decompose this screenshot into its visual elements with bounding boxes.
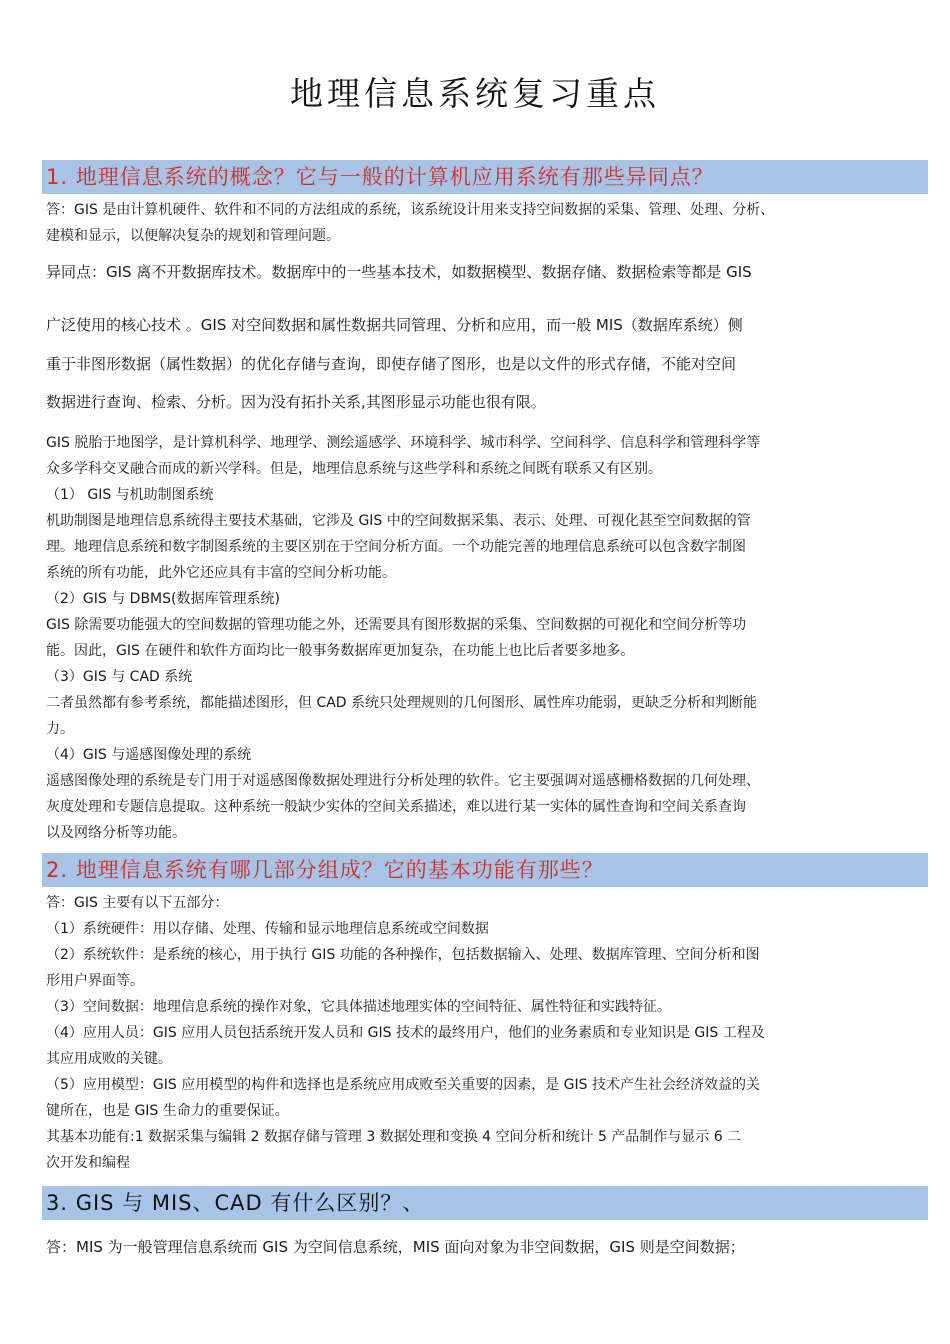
paragraph-line: 数据进行查询、检索、分析。因为没有拓扑关系,其图形显示功能也很有限。 <box>46 393 546 411</box>
paragraph-line: 建模和显示，以便解决复杂的规划和管理问题。 <box>46 228 340 244</box>
paragraph-line: 答：MIS 为一般管理信息系统而 GIS 为空间信息系统，MIS 面向对象为非空间数据，GIS 则是空间数据； <box>46 1238 745 1256</box>
paragraph-line: （4）应用人员：GIS 应用人员包括系统开发人员和 GIS 技术的最终用户，他们的业务素质和专业知识是 GIS 工程及 <box>46 1025 765 1041</box>
section-2-heading: 2. 地理信息系统有哪几部分组成？它的基本功能有那些？ <box>46 858 604 882</box>
paragraph-line: （4）GIS 与遥感图像处理的系统 <box>46 747 252 763</box>
paragraph-line: 键所在，也是 GIS 生命力的重要保证。 <box>46 1103 289 1119</box>
paragraph-line: 答：GIS 是由计算机硬件、软件和不同的方法组成的系统，该系统设计用来支持空间数据的采集、管理、处理、分析、 <box>46 202 775 218</box>
section-1-heading: 1. 地理信息系统的概念？它与一般的计算机应用系统有那些异同点？ <box>46 165 714 189</box>
paragraph-line: 异同点：GIS 离不开数据库技术。数据库中的一些基本技术，如数据模型、数据存储、数据检索等都是 GIS <box>46 263 752 281</box>
paragraph-line: 能。因此，GIS 在硬件和软件方面均比一般事务数据库更加复杂，在功能上也比后者要多地多。 <box>46 643 635 659</box>
paragraph-line: GIS 脱胎于地图学，是计算机科学、地理学、测绘遥感学、环境科学、城市科学、空间科学、信息科学和管理科学等 <box>46 435 761 451</box>
paragraph-line: GIS 除需要功能强大的空间数据的管理功能之外，还需要具有图形数据的采集、空间数据的可视化和空间分析等功 <box>46 617 747 633</box>
paragraph-line: 机助制图是地理信息系统得主要技术基础，它涉及 GIS 中的空间数据采集、表示、处理、可视化甚至空间数据的管 <box>46 513 751 529</box>
paragraph-line: 灰度处理和专题信息提取。这种系统一般缺少实体的空间关系描述，难以进行某一实体的属性查询和空间关系查询 <box>46 799 746 815</box>
paragraph-line: （3）空间数据：地理信息系统的操作对象，它具体描述地理实体的空间特征、属性特征和实践特征。 <box>46 999 671 1015</box>
paragraph-line: 重于非图形数据（属性数据）的优化存储与查询，即使存储了图形，也是以文件的形式存储，不能对空间 <box>46 355 737 373</box>
paragraph-line: 理。地理信息系统和数字制图系统的主要区别在于空间分析方面。一个功能完善的地理信息系统可以包含数字制图 <box>46 539 746 555</box>
paragraph-line: 形用户界面等。 <box>46 973 144 989</box>
paragraph-line: 其基本功能有:1 数据采集与编辑 2 数据存储与管理 3 数据处理和变换 4 空间分析和统计 5 产品制作与显示 6 二 <box>46 1129 742 1145</box>
paragraph-line: 力。 <box>46 721 74 737</box>
paragraph-line: 二者虽然都有参考系统，都能描述图形，但 CAD 系统只处理规则的几何图形、属性库功能弱，更缺乏分析和判断能 <box>46 695 758 711</box>
paragraph-line: 广泛使用的核心技术 。GIS 对空间数据和属性数据共同管理、分析和应用，而一般 MIS（数据库系统）侧 <box>46 316 743 334</box>
paragraph-line: 其应用成败的关键。 <box>46 1051 172 1067</box>
paragraph-line: 次开发和编程 <box>46 1155 130 1171</box>
paragraph-line: 答：GIS 主要有以下五部分： <box>46 895 229 911</box>
paragraph-line: 以及网络分析等功能。 <box>46 825 186 841</box>
paragraph-line: （2）系统软件：是系统的核心，用于执行 GIS 功能的各种操作，包括数据输入、处理、数据库管理、空间分析和图 <box>46 947 760 963</box>
paragraph-line: （1）系统硬件：用以存储、处理、传输和显示地理信息系统或空间数据 <box>46 921 489 937</box>
paragraph-line: 众多学科交叉融合而成的新兴学科。但是，地理信息系统与这些学科和系统之间既有联系又有区别。 <box>46 461 662 477</box>
paragraph-line: 遥感图像处理的系统是专门用于对遥感图像数据处理进行分析处理的软件。它主要强调对遥感栅格数据的几何处理、 <box>46 773 760 789</box>
document-title: 地理信息系统复习重点 <box>290 74 660 113</box>
paragraph-line: （5）应用模型：GIS 应用模型的构件和选择也是系统应用成败至关重要的因素，是 GIS 技术产生社会经济效益的关 <box>46 1077 760 1093</box>
paragraph-line: （3）GIS 与 CAD 系统 <box>46 669 193 685</box>
paragraph-line: （2）GIS 与 DBMS(数据库管理系统) <box>46 591 280 607</box>
section-3-heading: 3. GIS 与 MIS、CAD 有什么区别？、 <box>46 1191 425 1215</box>
paragraph-line: （1） GIS 与机助制图系统 <box>46 487 214 503</box>
paragraph-line: 系统的所有功能，此外它还应具有丰富的空间分析功能。 <box>46 565 396 581</box>
